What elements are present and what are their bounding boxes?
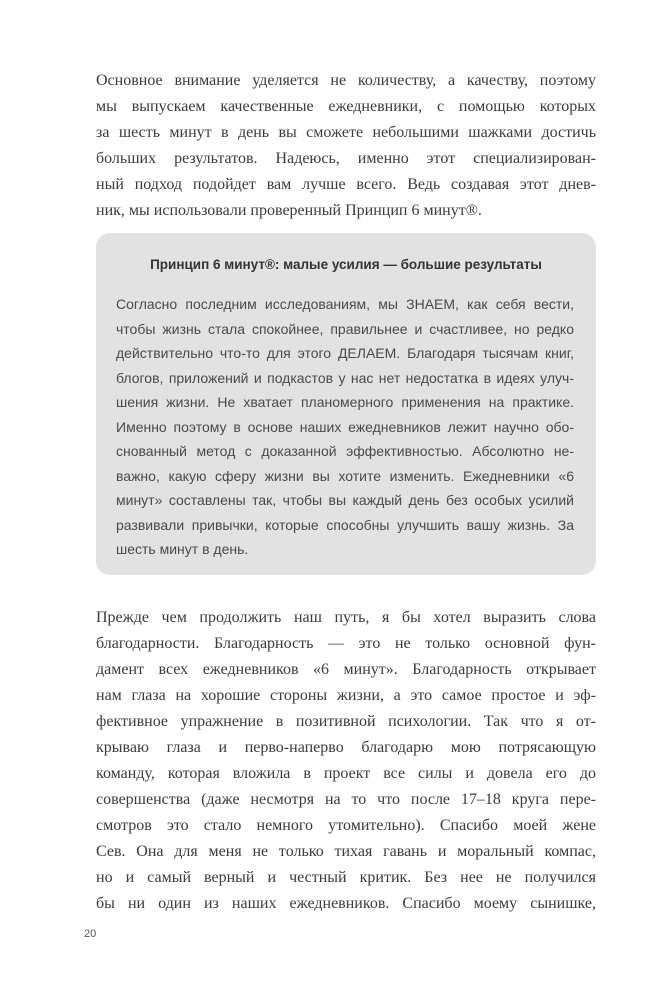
info-box-body bbox=[116, 292, 574, 562]
text-line: Прежде чем продолжить наш путь, я бы хотел выразить слова bbox=[96, 609, 596, 626]
text-line: Именно поэтому в основе наших ежедневников лежит научно обо- bbox=[116, 418, 574, 435]
text-line: за шесть минут в день вы сможете небольшими шажками достичь bbox=[96, 124, 596, 141]
text-line: Согласно последним исследованиям, мы ЗНАЕМ, как себя вести, bbox=[116, 296, 574, 312]
text-line: фективное упражнение в позитивной психологии. Так что я от- bbox=[96, 713, 596, 730]
text-line: развивали привычки, которые способны улучшить вашу жизнь. За bbox=[116, 516, 574, 533]
text-line: важно, какую сферу жизни вы хотите изменить. Ежедневники «6 bbox=[116, 467, 574, 484]
text-line: но и самый верный и честный критик. Без нее не получился bbox=[96, 869, 596, 886]
text-line: шения жизни. Не хватает планомерного применения на практике. bbox=[116, 394, 574, 410]
text-line: чтобы жизнь стала спокойнее, правильнее и счастливее, но редко bbox=[116, 320, 574, 337]
text-line: больших результатов. Надеюсь, именно этот специализирован- bbox=[96, 150, 596, 167]
text-line: команду, которая вложила в проект все силы и довела его до bbox=[96, 765, 596, 782]
text-line: снованный метод с доказанной эффективностью. Абсолютно не- bbox=[116, 443, 574, 459]
text-line: минут» составлены так, чтобы вы каждый день без особых усилий bbox=[116, 492, 574, 508]
info-box-title: Принцип 6 минут®: малые усилия — большие результаты bbox=[150, 257, 542, 272]
text-line: благодарности. Благодарность — это не только основной фун- bbox=[96, 635, 596, 652]
text-line: Сев. Она для меня не только тихая гавань и моральный компас, bbox=[96, 843, 596, 860]
intro-paragraph bbox=[96, 68, 596, 224]
principle-info-box bbox=[96, 233, 596, 575]
text-line: совершенства (даже несмотря на то что после 17–18 круга пере- bbox=[96, 791, 596, 808]
text-line: блогов, приложений и подкастов у нас нет недостатка в идеях улуч- bbox=[116, 369, 574, 386]
text-line: действительно что-то для этого ДЕЛАЕМ. Благодаря тысячам книг, bbox=[116, 345, 574, 361]
text-line: смотров это стало немного утомительно). Спасибо моей жене bbox=[96, 817, 596, 834]
text-line: шесть минут в день. bbox=[116, 541, 249, 557]
page-number: 20 bbox=[84, 928, 97, 940]
text-line: бы ни один из наших ежедневников. Спасибо моему сынишке, bbox=[96, 895, 596, 912]
text-line: ник, мы использовали проверенный Принцип 6 минут®. bbox=[96, 202, 482, 219]
text-line: нам глаза на хорошие стороны жизни, а это самое простое и эф- bbox=[96, 687, 596, 704]
text-line: крываю глаза и перво-наперво благодарю мою потрясающую bbox=[96, 739, 596, 756]
text-line: мы выпускаем качественные ежедневники, с помощью которых bbox=[96, 98, 596, 115]
text-line: Основное внимание уделяется не количеству, а качеству, поэтому bbox=[96, 72, 596, 89]
gratitude-paragraph bbox=[96, 605, 596, 917]
text-line: дамент всех ежедневников «6 минут». Благодарность открывает bbox=[96, 661, 596, 678]
text-line: ный подход подойдет вам лучше всего. Ведь создавая этот днев- bbox=[96, 176, 596, 193]
